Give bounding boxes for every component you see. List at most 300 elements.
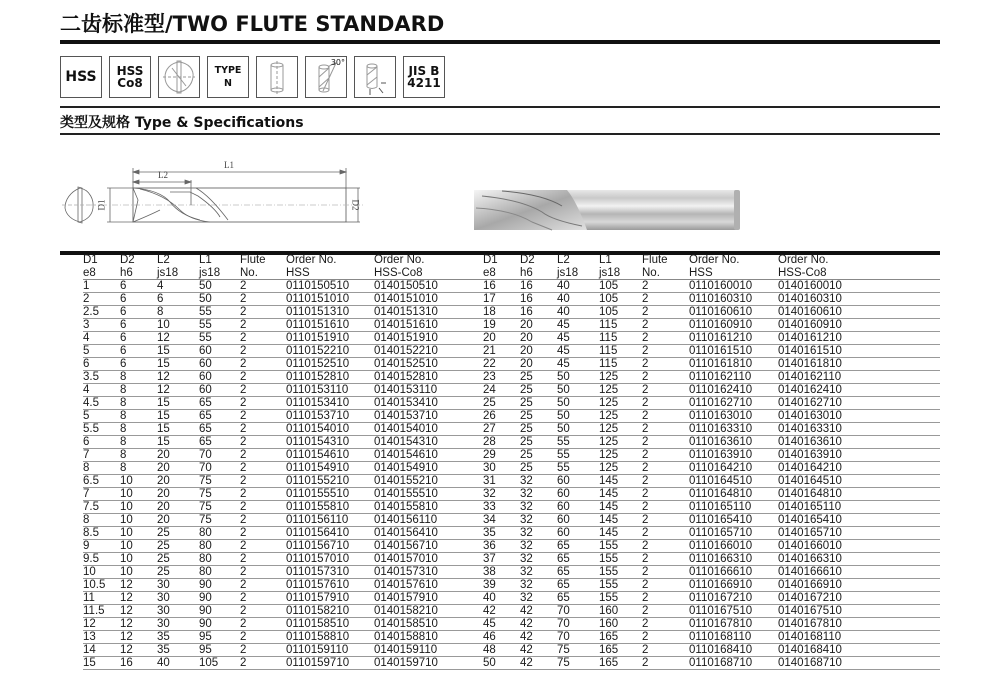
table-cell: 4 (157, 279, 199, 292)
table-cell: 0140162710 (778, 396, 940, 409)
table-cell: 125 (599, 422, 642, 435)
column-subheader: e8 (483, 266, 520, 279)
table-cell: 6 (83, 357, 120, 370)
table-cell: 0140166610 (778, 565, 940, 578)
table-cell: 50 (199, 279, 240, 292)
table-cell: 12 (120, 604, 157, 617)
table-cell: 2 (240, 617, 286, 630)
table-cell: 165 (599, 643, 642, 656)
table-cell: 125 (599, 409, 642, 422)
table-cell: 90 (199, 591, 240, 604)
table-row (483, 513, 940, 526)
table-cell: 105 (599, 279, 642, 292)
table-cell: 0140153110 (374, 383, 486, 396)
table-cell: 0110163010 (689, 409, 778, 422)
table-cell: 15 (157, 396, 199, 409)
table-row (83, 448, 486, 461)
table-cell: 0140160610 (778, 305, 940, 318)
table-cell: 145 (599, 474, 642, 487)
table-cell: 12 (157, 383, 199, 396)
table-cell: 32 (520, 500, 557, 513)
table-cell: 45 (557, 331, 599, 344)
table-row (483, 539, 940, 552)
column-subheader: HSS-Co8 (778, 266, 940, 279)
table-cell: 12 (120, 578, 157, 591)
table-cell: 0140164210 (778, 461, 940, 474)
table-cell: 25 (520, 396, 557, 409)
table-cell: 65 (557, 565, 599, 578)
table-cell: 8 (120, 461, 157, 474)
table-cell: 0140157910 (374, 591, 486, 604)
table-cell: 0140152810 (374, 370, 486, 383)
table-cell: 8 (120, 422, 157, 435)
table-cell: 0110159110 (286, 643, 374, 656)
type-n-icon (207, 56, 249, 98)
table-cell: 16 (520, 279, 557, 292)
product-photo (472, 182, 742, 238)
table-cell: 0110158810 (286, 630, 374, 643)
l1-label: L1 (224, 160, 234, 170)
table-cell: 30 (483, 461, 520, 474)
table-cell: 95 (199, 643, 240, 656)
table-cell: 0140165410 (778, 513, 940, 526)
table-cell: 2 (642, 591, 689, 604)
table-cell: 8 (120, 383, 157, 396)
table-cell: 165 (599, 630, 642, 643)
table-cell: 25 (157, 526, 199, 539)
table-cell: 115 (599, 331, 642, 344)
table-cell: 0140156710 (374, 539, 486, 552)
hss-material-icon (60, 56, 102, 98)
table-cell: 12 (120, 643, 157, 656)
table-cell: 0110162710 (689, 396, 778, 409)
table-cell: 2 (642, 630, 689, 643)
column-subheader: js18 (199, 266, 240, 279)
spec-table-left (83, 254, 486, 670)
table-cell: 25 (520, 422, 557, 435)
column-subheader: HSS (286, 266, 374, 279)
table-row (83, 474, 486, 487)
table-cell: 0110154310 (286, 435, 374, 448)
table-cell: 75 (557, 656, 599, 669)
table-header-subrow (483, 266, 940, 279)
table-cell: 25 (157, 539, 199, 552)
table-cell: 0110157910 (286, 591, 374, 604)
table-cell: 15 (157, 422, 199, 435)
table-cell: 25 (157, 552, 199, 565)
l2-label: L2 (158, 170, 168, 180)
table-cell: 0110154910 (286, 461, 374, 474)
table-cell: 0110150510 (286, 279, 374, 292)
spec-table-right (483, 254, 940, 670)
table-cell: 25 (520, 461, 557, 474)
table-cell: 2 (240, 643, 286, 656)
table-cell: 2 (642, 396, 689, 409)
table-cell: 145 (599, 526, 642, 539)
table-cell: 0110165410 (689, 513, 778, 526)
table-cell: 22 (483, 357, 520, 370)
table-cell: 0140165710 (778, 526, 940, 539)
table-cell: 20 (520, 344, 557, 357)
table-cell: 0140156410 (374, 526, 486, 539)
table-header-row (83, 254, 486, 266)
table-cell: 1 (83, 279, 120, 292)
table-cell: 0110154010 (286, 422, 374, 435)
table-cell: 40 (483, 591, 520, 604)
table-cell: 90 (199, 604, 240, 617)
table-cell: 12 (157, 370, 199, 383)
table-cell: 0110163610 (689, 435, 778, 448)
table-cell: 30 (157, 617, 199, 630)
table-cell: 25 (520, 370, 557, 383)
badge-label: N (224, 78, 232, 89)
column-header: Order No. (689, 254, 740, 266)
table-cell: 55 (557, 435, 599, 448)
table-row (483, 279, 940, 292)
table-cell: 125 (599, 383, 642, 396)
table-cell: 65 (557, 578, 599, 591)
table-cell: 12 (157, 331, 199, 344)
table-cell: 0140167510 (778, 604, 940, 617)
table-cell: 8 (120, 370, 157, 383)
table-row (483, 656, 940, 669)
table-cell: 0110155810 (286, 500, 374, 513)
table-cell: 20 (483, 331, 520, 344)
table-cell: 75 (557, 643, 599, 656)
table-cell: 75 (199, 487, 240, 500)
column-subheader: e8 (83, 266, 120, 279)
table-row (83, 565, 486, 578)
table-cell: 4 (83, 383, 120, 396)
table-cell: 32 (520, 591, 557, 604)
table-cell: 70 (557, 604, 599, 617)
table-cell: 2 (240, 318, 286, 331)
table-cell: 0140154610 (374, 448, 486, 461)
table-cell: 5 (83, 409, 120, 422)
table-cell: 0110161810 (689, 357, 778, 370)
table-cell: 4.5 (83, 396, 120, 409)
table-row (483, 383, 940, 396)
table-row (83, 526, 486, 539)
table-cell: 10 (120, 539, 157, 552)
table-cell: 60 (199, 357, 240, 370)
table-cell: 32 (520, 474, 557, 487)
table-cell: 42 (520, 617, 557, 630)
table-cell: 2 (642, 526, 689, 539)
table-cell: 55 (199, 318, 240, 331)
table-row (483, 357, 940, 370)
table-cell: 19 (483, 318, 520, 331)
table-cell: 0110164810 (689, 487, 778, 500)
table-cell: 2 (240, 604, 286, 617)
table-cell: 29 (483, 448, 520, 461)
helix-angle-label: 30° (330, 58, 345, 67)
table-cell: 145 (599, 500, 642, 513)
table-row (483, 630, 940, 643)
table-row (83, 318, 486, 331)
table-row (83, 630, 486, 643)
table-cell: 42 (520, 656, 557, 669)
table-row (483, 591, 940, 604)
table-cell: 60 (199, 370, 240, 383)
table-cell: 0140151610 (374, 318, 486, 331)
table-cell: 0110156710 (286, 539, 374, 552)
column-header: D1 (83, 254, 98, 266)
table-cell: 0140163010 (778, 409, 940, 422)
table-row (83, 331, 486, 344)
table-cell: 2 (642, 565, 689, 578)
table-cell: 0140160310 (778, 292, 940, 305)
table-cell: 16 (520, 292, 557, 305)
table-cell: 32 (520, 565, 557, 578)
table-row (483, 461, 940, 474)
table-cell: 2 (240, 461, 286, 474)
table-cell: 0110160910 (689, 318, 778, 331)
table-cell: 0140153710 (374, 409, 486, 422)
table-cell: 45 (557, 357, 599, 370)
table-cell: 2 (642, 279, 689, 292)
table-cell: 6 (157, 292, 199, 305)
table-cell: 8 (120, 435, 157, 448)
table-row (83, 539, 486, 552)
table-cell: 0140164510 (778, 474, 940, 487)
straight-shank-icon (256, 56, 298, 98)
table-cell: 18 (483, 305, 520, 318)
table-cell: 60 (557, 500, 599, 513)
table-cell: 155 (599, 578, 642, 591)
table-row (83, 500, 486, 513)
table-cell: 8 (120, 409, 157, 422)
table-cell: 2 (240, 526, 286, 539)
table-cell: 0110160310 (689, 292, 778, 305)
column-header: Order No. (778, 254, 829, 266)
column-subheader: js18 (157, 266, 199, 279)
table-cell: 0110168110 (689, 630, 778, 643)
table-cell: 20 (520, 318, 557, 331)
table-cell: 2 (642, 552, 689, 565)
table-cell: 2 (240, 591, 286, 604)
table-cell: 0140158510 (374, 617, 486, 630)
column-header: D1 (483, 254, 498, 266)
table-cell: 12 (83, 617, 120, 630)
table-cell: 0110166910 (689, 578, 778, 591)
table-cell: 2 (642, 487, 689, 500)
table-cell: 2 (642, 435, 689, 448)
table-cell: 0140168110 (778, 630, 940, 643)
table-cell: 0140166910 (778, 578, 940, 591)
table-cell: 0140161510 (778, 344, 940, 357)
table-cell: 0140166010 (778, 539, 940, 552)
table-cell: 0110153710 (286, 409, 374, 422)
technical-drawing (60, 160, 380, 250)
table-cell: 50 (557, 409, 599, 422)
table-cell: 75 (199, 500, 240, 513)
table-cell: 0140155510 (374, 487, 486, 500)
table-cell: 20 (520, 357, 557, 370)
table-cell: 21 (483, 344, 520, 357)
table-cell: 0140155210 (374, 474, 486, 487)
table-cell: 2 (240, 344, 286, 357)
table-cell: 70 (557, 617, 599, 630)
table-cell: 2 (240, 305, 286, 318)
table-cell: 0110157010 (286, 552, 374, 565)
table-cell: 26 (483, 409, 520, 422)
table-cell: 55 (557, 461, 599, 474)
table-cell: 4 (83, 331, 120, 344)
table-cell: 2 (240, 331, 286, 344)
table-cell: 0140166310 (778, 552, 940, 565)
table-cell: 0140157310 (374, 565, 486, 578)
table-cell: 0140161210 (778, 331, 940, 344)
table-cell: 27 (483, 422, 520, 435)
table-cell: 155 (599, 539, 642, 552)
table-cell: 0110158510 (286, 617, 374, 630)
table-cell: 2 (240, 630, 286, 643)
table-row (483, 617, 940, 630)
table-row (483, 552, 940, 565)
table-cell: 2 (642, 357, 689, 370)
table-cell: 125 (599, 396, 642, 409)
table-cell: 65 (199, 396, 240, 409)
table-cell: 0110162410 (689, 383, 778, 396)
table-cell: 0140160010 (778, 279, 940, 292)
table-cell: 8.5 (83, 526, 120, 539)
table-cell: 60 (557, 526, 599, 539)
table-cell: 105 (599, 292, 642, 305)
table-cell: 0110155510 (286, 487, 374, 500)
table-cell: 50 (557, 396, 599, 409)
table-cell: 25 (520, 435, 557, 448)
table-cell: 2 (240, 552, 286, 565)
table-cell: 10 (83, 565, 120, 578)
table-cell: 2 (240, 565, 286, 578)
table-cell: 7.5 (83, 500, 120, 513)
table-cell: 75 (199, 474, 240, 487)
table-cell: 115 (599, 357, 642, 370)
table-cell: 0110164210 (689, 461, 778, 474)
column-header: L2 (157, 254, 170, 266)
table-cell: 125 (599, 370, 642, 383)
table-cell: 15 (157, 344, 199, 357)
table-cell: 0140155810 (374, 500, 486, 513)
badge-label: Co8 (117, 76, 143, 90)
table-row (83, 357, 486, 370)
table-cell: 2 (642, 344, 689, 357)
table-cell: 2 (642, 461, 689, 474)
table-cell: 0140157610 (374, 578, 486, 591)
table-cell: 2 (240, 487, 286, 500)
table-cell: 0110154610 (286, 448, 374, 461)
table-cell: 3.5 (83, 370, 120, 383)
center-cutting-icon (354, 56, 396, 98)
table-cell: 23 (483, 370, 520, 383)
table-cell: 11.5 (83, 604, 120, 617)
section-divider-bottom (60, 133, 940, 135)
table-cell: 2 (642, 448, 689, 461)
table-cell: 95 (199, 630, 240, 643)
table-cell: 80 (199, 539, 240, 552)
table-row (83, 292, 486, 305)
table-cell: 0140167810 (778, 617, 940, 630)
table-cell: 0140160910 (778, 318, 940, 331)
table-cell: 38 (483, 565, 520, 578)
table-cell: 9.5 (83, 552, 120, 565)
column-header: Flute (240, 254, 266, 266)
table-cell: 0110151610 (286, 318, 374, 331)
column-subheader: h6 (520, 266, 557, 279)
table-cell: 0110151010 (286, 292, 374, 305)
table-cell: 2 (240, 357, 286, 370)
table-cell: 0110163910 (689, 448, 778, 461)
table-row (83, 396, 486, 409)
table-cell: 6 (120, 279, 157, 292)
table-cell: 0110153110 (286, 383, 374, 396)
table-cell: 2 (642, 305, 689, 318)
column-header: L2 (557, 254, 570, 266)
table-cell: 0110156110 (286, 513, 374, 526)
table-cell: 75 (199, 513, 240, 526)
table-row (483, 396, 940, 409)
table-cell: 40 (557, 279, 599, 292)
table-cell: 0140158810 (374, 630, 486, 643)
table-cell: 2 (642, 331, 689, 344)
table-cell: 2 (240, 539, 286, 552)
table-cell: 0110151310 (286, 305, 374, 318)
table-row (483, 422, 940, 435)
table-cell: 80 (199, 526, 240, 539)
table-cell: 50 (557, 383, 599, 396)
table-cell: 35 (483, 526, 520, 539)
table-row (83, 383, 486, 396)
table-cell: 10 (120, 500, 157, 513)
table-row (83, 591, 486, 604)
table-cell: 42 (483, 604, 520, 617)
table-cell: 32 (520, 539, 557, 552)
table-row (83, 279, 486, 292)
table-cell: 155 (599, 591, 642, 604)
table-cell: 2 (240, 656, 286, 669)
table-cell: 10 (157, 318, 199, 331)
table-cell: 8 (120, 396, 157, 409)
table-cell: 0140152510 (374, 357, 486, 370)
table-cell: 0110155210 (286, 474, 374, 487)
table-cell: 0140164810 (778, 487, 940, 500)
table-cell: 10 (120, 513, 157, 526)
column-header: Order No. (374, 254, 425, 266)
column-subheader: js18 (557, 266, 599, 279)
table-cell: 2 (240, 500, 286, 513)
table-cell: 65 (557, 552, 599, 565)
table-cell: 0110157610 (286, 578, 374, 591)
table-cell: 65 (557, 539, 599, 552)
table-cell: 8 (83, 513, 120, 526)
table-cell: 2 (240, 578, 286, 591)
table-cell: 0140163310 (778, 422, 940, 435)
table-cell: 105 (599, 305, 642, 318)
table-row (83, 370, 486, 383)
table-cell: 11 (83, 591, 120, 604)
table-row (483, 578, 940, 591)
table-cell: 14 (83, 643, 120, 656)
table-cell: 7 (83, 487, 120, 500)
table-cell: 9 (83, 539, 120, 552)
table-cell: 32 (520, 578, 557, 591)
table-cell: 17 (483, 292, 520, 305)
table-cell: 10 (120, 487, 157, 500)
table-cell: 0140151310 (374, 305, 486, 318)
table-cell: 60 (557, 513, 599, 526)
table-cell: 12 (120, 591, 157, 604)
